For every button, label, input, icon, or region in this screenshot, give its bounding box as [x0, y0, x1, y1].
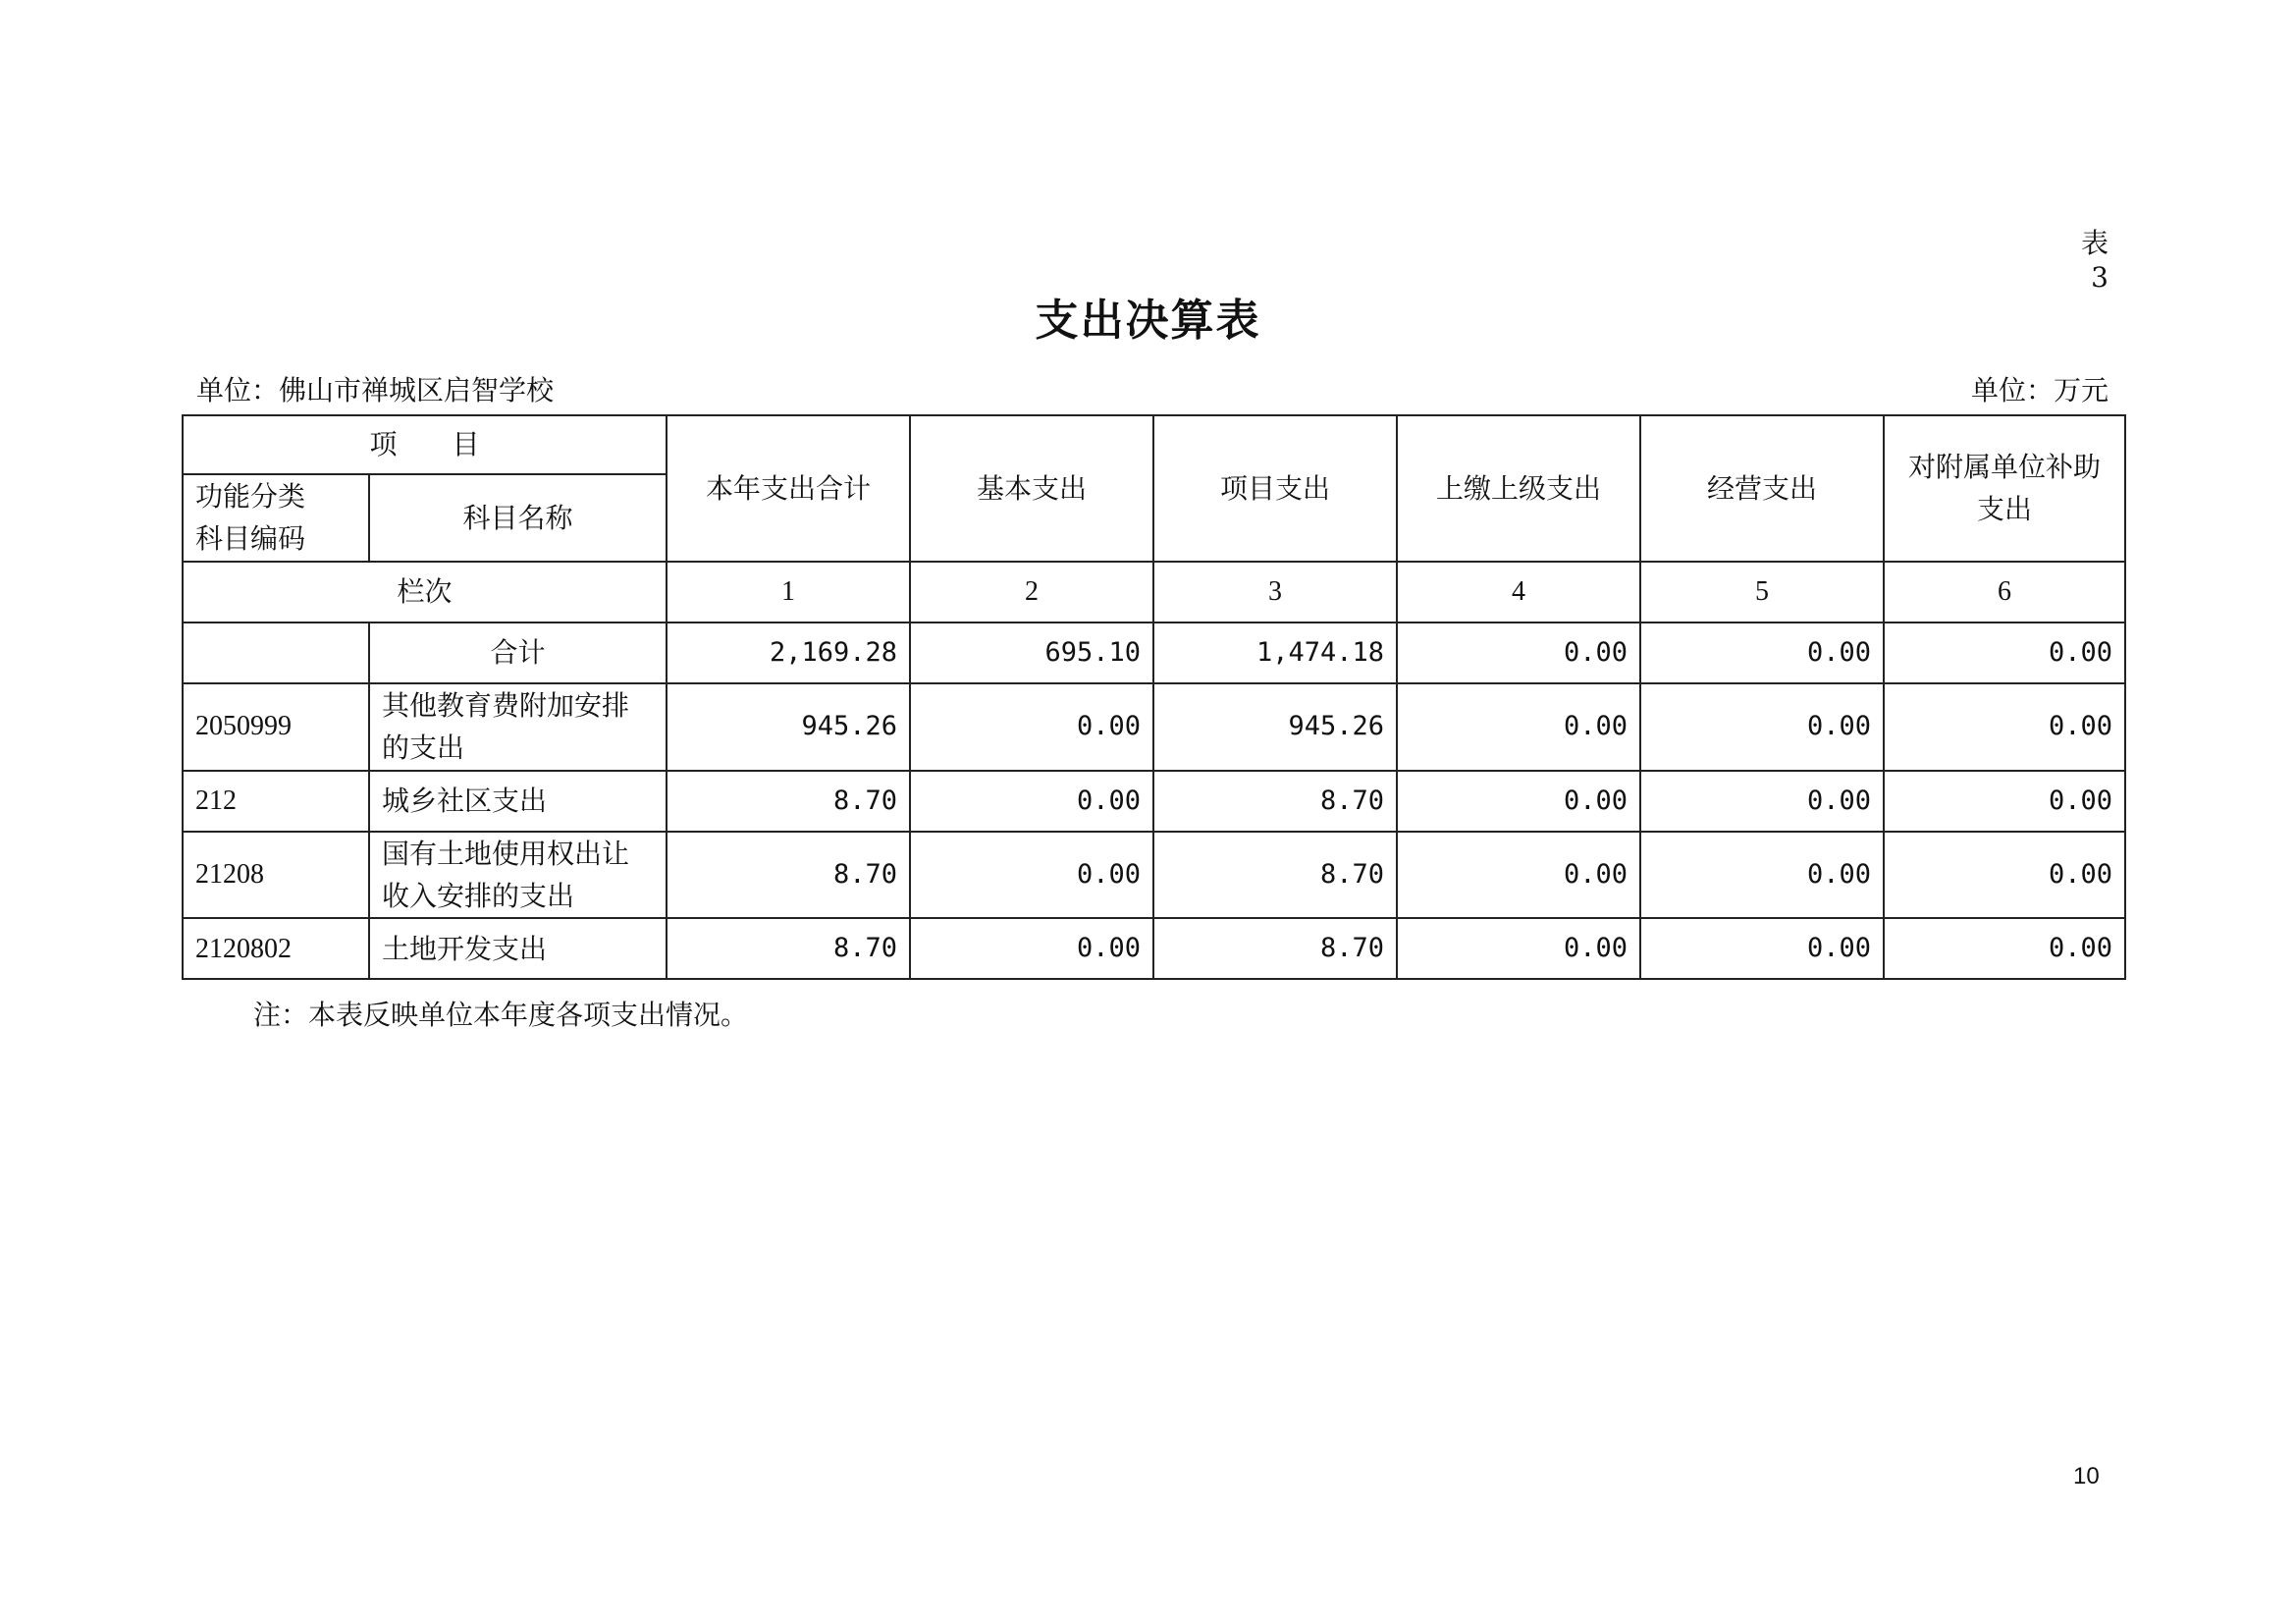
- row-code: 2120802: [183, 918, 369, 979]
- header-col-subsidy-line1: 对附属单位补助: [1908, 451, 2102, 483]
- col-number-1: 1: [667, 562, 910, 623]
- table-number: 表 3: [2080, 227, 2109, 294]
- header-col-upper: 上缴上级支出: [1397, 415, 1640, 562]
- row-name: 合计: [369, 623, 667, 683]
- header-func-code-line1: 功能分类: [195, 480, 306, 513]
- row-value-basic: 0.00: [910, 918, 1153, 979]
- table-row-total: [183, 623, 2125, 683]
- row-value-upper: 0.00: [1397, 683, 1640, 771]
- header-col-total: 本年支出合计: [667, 415, 910, 562]
- header-col-basic: 基本支出: [910, 415, 1153, 562]
- row-value-business: 0.00: [1640, 918, 1884, 979]
- row-value-basic: 0.00: [910, 683, 1153, 771]
- row-value-upper: 0.00: [1397, 771, 1640, 832]
- row-value-subsidy: 0.00: [1884, 918, 2125, 979]
- page-title: 支出决算表: [1035, 296, 1261, 346]
- row-value-subsidy: 0.00: [1884, 771, 2125, 832]
- row-value-upper: 0.00: [1397, 918, 1640, 979]
- row-value-basic: 0.00: [910, 771, 1153, 832]
- page-number: 10: [2073, 1463, 2100, 1489]
- expenditure-table: [182, 414, 2126, 980]
- row-value-subsidy: 0.00: [1884, 832, 2125, 919]
- row-value-basic: 0.00: [910, 832, 1153, 919]
- row-value-total: 8.70: [667, 771, 910, 832]
- row-code: 2050999: [183, 683, 369, 771]
- header-col-project: 项目支出: [1153, 415, 1397, 562]
- table-row: [183, 771, 2125, 832]
- row-code: 212: [183, 771, 369, 832]
- row-value-business: 0.00: [1640, 771, 1884, 832]
- row-name: 其他教育费附加安排的支出: [369, 683, 667, 771]
- header-item: 项 目: [183, 415, 667, 474]
- row-code: [183, 623, 369, 683]
- row-index-label: 栏次: [183, 562, 667, 623]
- row-value-project: 8.70: [1153, 918, 1397, 979]
- row-value-total: 2,169.28: [667, 623, 910, 683]
- row-value-subsidy: 0.00: [1884, 683, 2125, 771]
- row-value-project: 8.70: [1153, 771, 1397, 832]
- row-name: 城乡社区支出: [369, 771, 667, 832]
- row-value-total: 945.26: [667, 683, 910, 771]
- header-subject-name: 科目名称: [369, 474, 667, 562]
- unit-currency: 单位：万元: [1970, 374, 2109, 406]
- row-value-project: 1,474.18: [1153, 623, 1397, 683]
- row-value-upper: 0.00: [1397, 623, 1640, 683]
- row-value-total: 8.70: [667, 918, 910, 979]
- col-number-4: 4: [1397, 562, 1640, 623]
- table-row: [183, 832, 2125, 919]
- row-value-project: 8.70: [1153, 832, 1397, 919]
- row-value-business: 0.00: [1640, 683, 1884, 771]
- table-row: [183, 683, 2125, 771]
- row-value-basic: 695.10: [910, 623, 1153, 683]
- header-func-code-line2: 科目编码: [195, 522, 306, 556]
- row-value-business: 0.00: [1640, 623, 1884, 683]
- col-number-2: 2: [910, 562, 1153, 623]
- row-name: 国有土地使用权出让收入安排的支出: [369, 832, 667, 919]
- table-row: [183, 918, 2125, 979]
- row-value-upper: 0.00: [1397, 832, 1640, 919]
- header-col-business: 经营支出: [1640, 415, 1884, 562]
- row-name: 土地开发支出: [369, 918, 667, 979]
- header-func-code: [183, 474, 369, 562]
- col-number-5: 5: [1640, 562, 1884, 623]
- row-value-project: 945.26: [1153, 683, 1397, 771]
- row-value-business: 0.00: [1640, 832, 1884, 919]
- header-col-subsidy-line2: 支出: [1977, 493, 2033, 526]
- header-col-subsidy: [1884, 415, 2125, 562]
- unit-organization: 单位：佛山市禅城区启智学校: [196, 374, 555, 406]
- col-number-3: 3: [1153, 562, 1397, 623]
- row-code: 21208: [183, 832, 369, 919]
- row-value-subsidy: 0.00: [1884, 623, 2125, 683]
- table-note: 注：本表反映单位本年度各项支出情况。: [253, 999, 749, 1031]
- col-number-6: 6: [1884, 562, 2125, 623]
- row-value-total: 8.70: [667, 832, 910, 919]
